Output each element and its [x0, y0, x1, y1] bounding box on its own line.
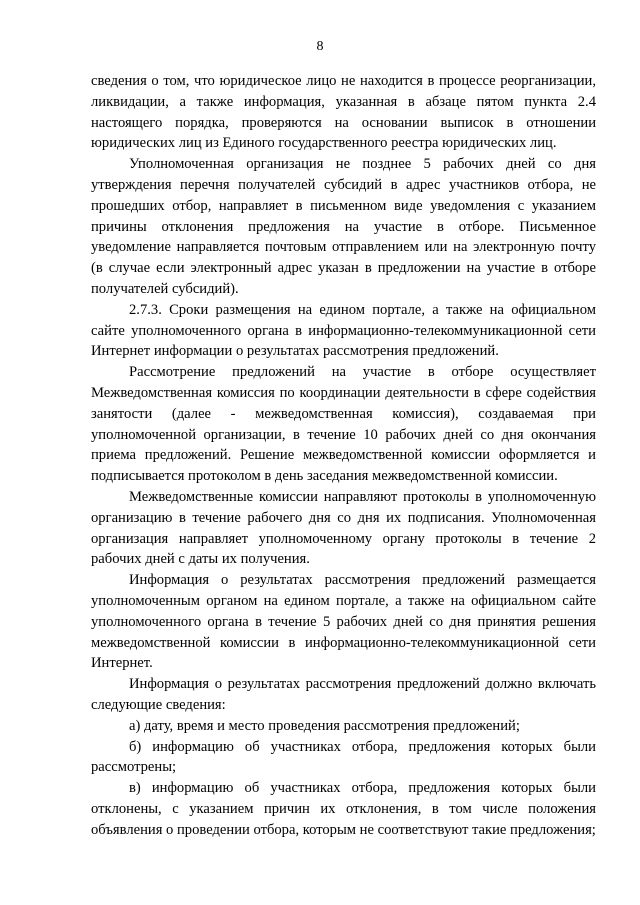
list-item-b: б) информацию об участниках отбора, предложения которых были рассмотрены;: [91, 738, 596, 776]
paragraph-legal-entity-info: сведения о том, что юридическое лицо не находится в процессе реорганизации, ликвидации, а также информация, указанная в абзаце пятом пункта 2.4 настоящего порядка, проверяются на основании выписок в отношении юридических лиц из Единого государственного реестра юридических лиц.: [91, 73, 596, 152]
list-item-c: в) информацию об участниках отбора, предложения которых были отклонены, с указанием причин их отклонения, в том числе положения объявления о проведении отбора, которым не соответствуют такие предложения;: [91, 780, 596, 838]
page-number: 8: [316, 39, 324, 54]
document-body: [91, 71, 596, 840]
list-item-a: а) дату, время и место проведения рассмотрения предложений;: [129, 717, 520, 734]
paragraph-results-contents: Информация о результатах рассмотрения предложений должно включать следующие сведения:: [91, 676, 596, 713]
paragraph-results-publication: Информация о результатах рассмотрения предложений размещается уполномоченным органом на едином портале, а также на официальном сайте уполномоченного органа в течение 5 рабочих дней со дня принятия решения межведомственной комиссии в информационно-телекоммуникационной сети Интернет.: [91, 572, 596, 672]
paragraph-protocols: Межведомственные комиссии направляют протоколы в уполномоченную организацию в течение рабочего дня со дня их подписания. Уполномоченная организация направляет уполномоченному органу протоколы в течение 2 рабочих дней с даты их получения.: [91, 488, 596, 568]
paragraph-rejection-notice: Уполномоченная организация не позднее 5 рабочих дней со дня утверждения перечня получателей субсидий в адрес участников отбора, не прошедших отбор, направляет в письменном виде уведомления с указанием причины отклонения предложения на участие в отборе. Письменное уведомление направляется почтовым отправлением или на электронную почту (в случае если электронный адрес указан в предложении на участие в отборе получателей субсидий).: [91, 156, 596, 297]
paragraph-section-2-7-3: 2.7.3. Сроки размещения на едином портале, а также на официальном сайте уполномоченного органа в информационно-телекоммуникационной сети Интернет информации о результатах рассмотрения предложений.: [91, 301, 596, 360]
paragraph-review-commission: Рассмотрение предложений на участие в отборе осуществляет Межведомственная комиссия по координации деятельности в сфере содействия занятости (далее - межведомственная комиссия), создаваемая при уполномоченной организации, в течение 10 рабочих дней со дня окончания приема предложений. Решение межведомственной комиссии оформляется и подписывается протоколом в день заседания межведомственной комиссии.: [91, 364, 596, 485]
